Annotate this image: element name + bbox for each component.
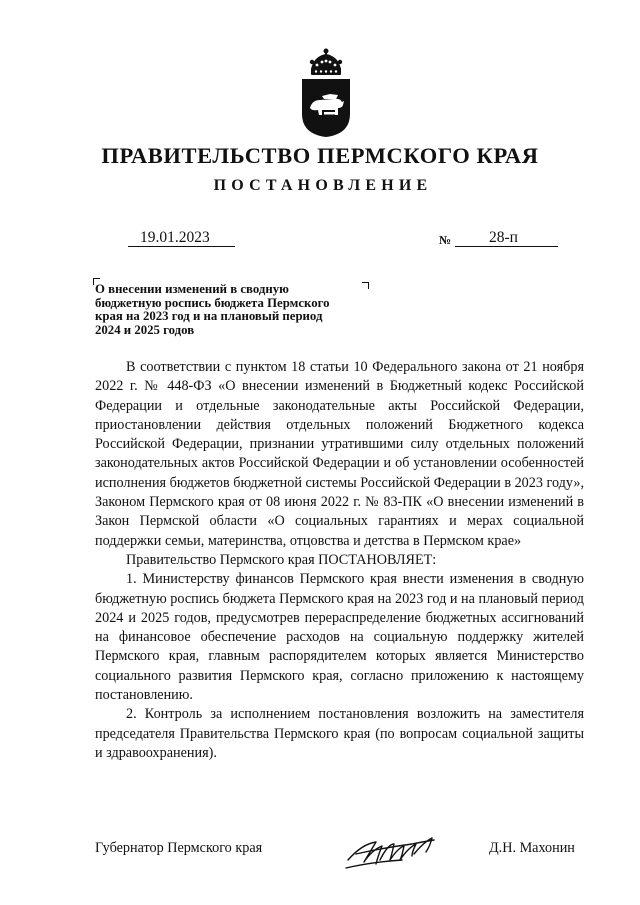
- document-type: ПОСТАНОВЛЕНИЕ: [213, 177, 433, 194]
- perm-coat-of-arms-emblem: [300, 48, 352, 138]
- paragraph-resolves: Правительство Пермского края ПОСТАНОВЛЯЕТ:: [126, 551, 437, 568]
- document-number: 28-п: [455, 229, 558, 247]
- subject-line: 2024 и 2025 годов: [95, 322, 195, 337]
- paragraph-preamble: В соответствии с пунктом 18 статьи 10 Федерального закона от 21 ноября 2022 г. № 448-ФЗ «О внесении изменений в Бюджетный кодекс Российской Федерации и отдельные законодательные акты Российской Федерации, приостановлении действия отдельных положений Бюджетного кодекса Российской Федерации, признании утратившими силу отдельных положений законодательных актов Российской Федерации и об установлении особенностей исполнения бюджетов бюджетной системы Российской Федерации в 2023 году», Законом Пермского края от 08 июня 2022 г. № 83-ПК «О внесении изменений в Закон Пермской области «О социальных гарантиях и мерах социальной поддержки семьи, материнства, отцовства и детства в Пермском крае»: [95, 359, 584, 549]
- signer-name: Д.Н. Махонин: [489, 840, 575, 856]
- signer-title: Губернатор Пермского края: [95, 840, 263, 856]
- handwritten-signature: [342, 830, 442, 872]
- paragraph-item-2: 2. Контроль за исполнением постановления возложить на заместителя председателя Правительства Пермского края (по вопросам социальной защиты и здравоохранения).: [95, 706, 584, 761]
- document-date: 19.01.2023: [128, 229, 235, 247]
- number-label: №: [439, 233, 452, 247]
- subject-line: края на 2023 год и на плановый период: [95, 309, 323, 323]
- subject-line: бюджетную роспись бюджета Пермского: [95, 295, 330, 310]
- document-body: [95, 358, 584, 763]
- government-title: ПРАВИТЕЛЬСТВО ПЕРМСКОГО КРАЯ: [101, 143, 539, 168]
- subject-line: О внесении изменений в сводную: [95, 282, 289, 296]
- paragraph-item-1: 1. Министерству финансов Пермского края внести изменения в сводную бюджетную роспись бюджета Пермского края на 2023 год и на плановый период 2024 и 2025 годов, предусмотрев перераспределение бюджетных ассигнований на финансовое обеспечение расходов на социальную поддержку жителей Пермского края, главным распорядителем которых является Министерство социального развития Пермского края, согласно приложению к настоящему постановлению.: [95, 571, 584, 704]
- document-subject: [95, 283, 395, 337]
